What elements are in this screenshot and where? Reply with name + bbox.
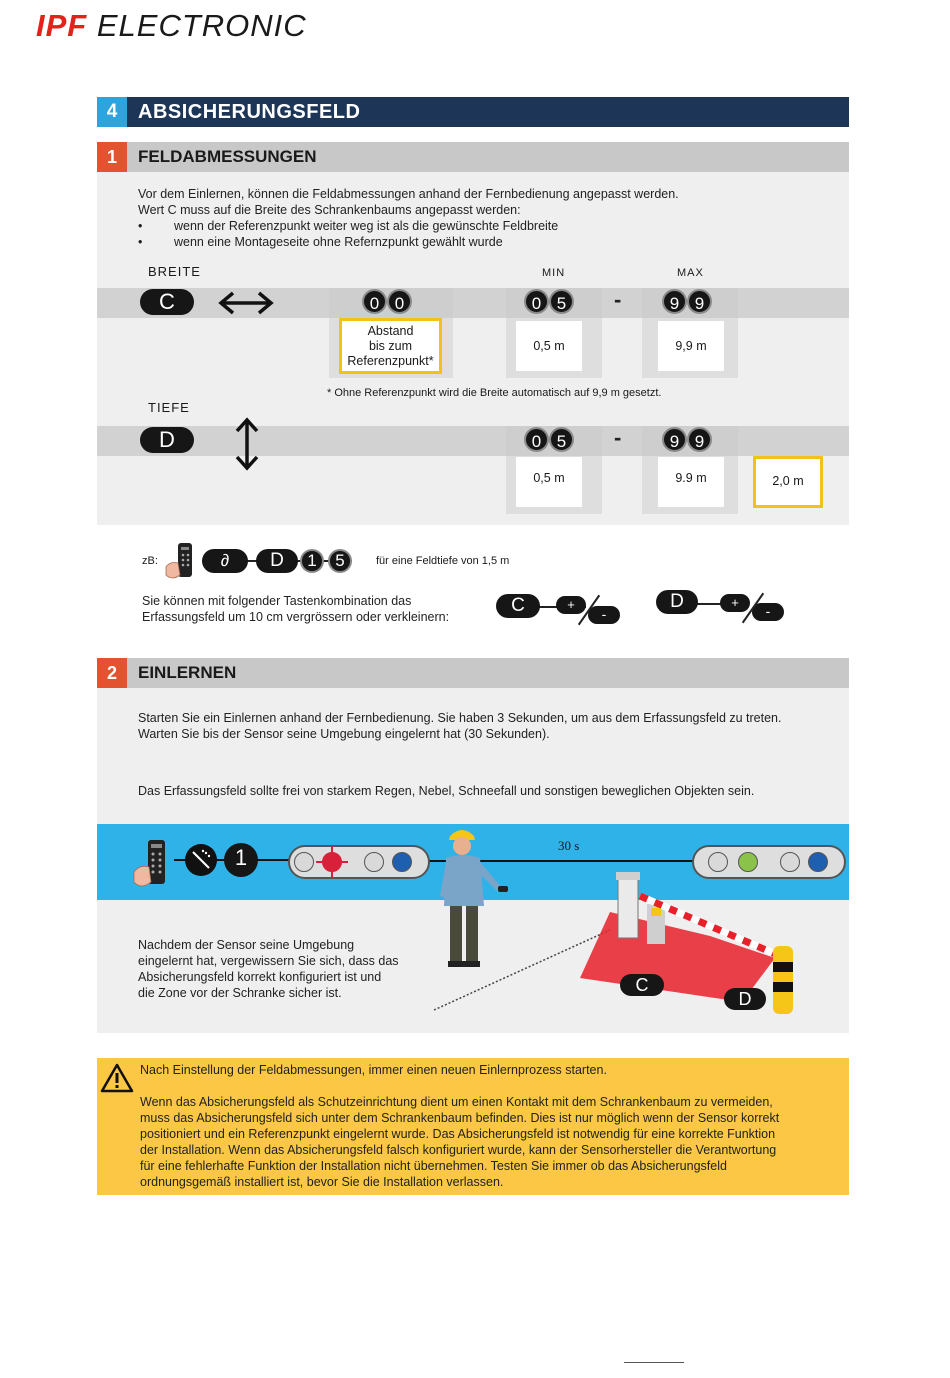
warning-text <box>140 1062 845 1190</box>
after-line: eingelernt hat, vergewissern Sie sich, dass das <box>138 954 399 968</box>
key-minus: - <box>588 606 620 624</box>
double-arrow-horizontal-icon <box>217 290 275 316</box>
key-c: C <box>140 289 194 315</box>
range-dash: - <box>614 425 622 450</box>
tiefe-label: TIEFE <box>148 400 190 415</box>
key-1: 1 <box>224 843 258 877</box>
after-line: Absicherungsfeld korrekt konfiguriert ist und <box>138 970 382 984</box>
max-digits-c <box>662 289 712 314</box>
key-shift: ∂ <box>202 549 248 573</box>
subsection-1-number: 1 <box>97 142 127 172</box>
key-plus: + <box>556 596 586 614</box>
footnote: * Ohne Referenzpunkt wird die Breite automatisch auf 9,9 m gesetzt. <box>327 387 662 399</box>
ref-line: Referenzpunkt* <box>347 354 434 368</box>
digit: 9 <box>687 427 712 452</box>
led-green <box>738 852 758 872</box>
key-plus: + <box>720 594 750 612</box>
default-depth-box: 2,0 m <box>753 456 823 508</box>
intro-line-2: Wert C muss auf die Breite des Schrankenbaums angepasst werden: <box>138 203 521 217</box>
intro-line-1: Vor dem Einlernen, können die Feldabmessungen anhand der Fernbedienung angepasst werden. <box>138 187 679 201</box>
logo-brand: IPF <box>36 8 88 43</box>
max-value-c: 9,9 m <box>658 321 724 371</box>
adjust-line-1: Sie können mit folgender Tastenkombination das <box>142 594 412 608</box>
combo-d <box>656 590 786 624</box>
example-text: für eine Feldtiefe von 1,5 m <box>376 555 510 567</box>
company-logo <box>36 8 307 44</box>
subsection-2-title: EINLERNEN <box>138 663 237 682</box>
double-arrow-vertical-icon <box>233 416 261 472</box>
field-dimensions-panel <box>97 172 849 525</box>
digit: 0 <box>362 289 387 314</box>
range-dash: - <box>614 287 622 312</box>
subsection-1-header <box>97 142 849 172</box>
example-prefix: zB: <box>142 555 158 567</box>
key-c: C <box>496 594 540 618</box>
key-1: 1 <box>300 549 324 573</box>
bullet-dot: • <box>138 235 143 249</box>
warning-triangle-icon <box>100 1063 134 1093</box>
blink-indicator <box>331 846 333 878</box>
key-d: D <box>140 427 194 453</box>
bullet-text: wenn eine Montageseite ohne Refernzpunkt gewählt wurde <box>174 235 503 249</box>
warning-para-line: für eine fehlerhafte Funktion der Installation nicht übernehmen. Testen Sie immer ob das Absicherungsfeld <box>140 1159 727 1173</box>
led-off <box>364 852 384 872</box>
max-label: MAX <box>677 267 704 279</box>
min-digits-d <box>524 427 574 452</box>
c-default-digits <box>362 289 412 314</box>
tiefe-band <box>97 426 849 456</box>
led-off <box>780 852 800 872</box>
breite-band <box>97 288 849 318</box>
digit: 0 <box>524 427 549 452</box>
teach-line-2: Warten Sie bis der Sensor seine Umgebung eingelernt hat (30 Sekunden). <box>138 727 550 741</box>
status-leds-start <box>288 845 430 879</box>
remote-control-icon <box>164 541 198 581</box>
key-d: D <box>656 590 698 614</box>
digit: 0 <box>387 289 412 314</box>
teach-line-1: Starten Sie ein Einlernen anhand der Fernbedienung. Sie haben 3 Sekunden, um aus dem Erfassungsfeld zu treten. <box>138 711 782 725</box>
section-title: ABSICHERUNGSFELD <box>138 101 361 123</box>
teach-button-icon <box>184 843 218 877</box>
digit: 0 <box>524 289 549 314</box>
after-line: die Zone vor der Schranke sicher ist. <box>138 986 342 1000</box>
conditions-text: Das Erfassungsfeld sollte frei von starkem Regen, Nebel, Schneefall und sonstigen beweglichen Objekten sein. <box>138 784 755 798</box>
timer-label: 30 s <box>558 838 580 853</box>
ref-line: Abstand <box>367 324 414 338</box>
bullet-dot: • <box>138 219 143 233</box>
intro-text <box>138 186 838 250</box>
remote-control-icon <box>132 838 172 890</box>
section-header <box>97 97 849 127</box>
warning-para-line: der Installation. Wenn das Absicherungsfeld falsch konfiguriert wurde, kann der Sensorhersteller die Verantwortung <box>140 1143 777 1157</box>
teach-in-text <box>138 710 843 742</box>
field-label-d: D <box>724 988 766 1010</box>
bullet-2 <box>138 234 838 250</box>
key-5: 5 <box>328 549 352 573</box>
led-blue <box>808 852 828 872</box>
adjust-line-2: Erfassungsfeld um 10 cm vergrössern oder verkleinern: <box>142 610 450 624</box>
min-digits-c <box>524 289 574 314</box>
min-value-c: 0,5 m <box>516 321 582 371</box>
after-line: Nachdem der Sensor seine Umgebung <box>138 938 355 952</box>
subsection-2-header <box>97 658 849 688</box>
subsection-2-number: 2 <box>97 658 127 688</box>
led-off <box>294 852 314 872</box>
ref-line: bis zum <box>368 339 413 353</box>
digit: 5 <box>549 427 574 452</box>
footer-rule <box>624 1362 684 1363</box>
subsection-1-title: FELDABMESSUNGEN <box>138 147 317 166</box>
reference-distance-box <box>339 318 442 374</box>
digit: 9 <box>662 289 687 314</box>
breite-label: BREITE <box>148 264 201 279</box>
combo-c <box>496 592 626 626</box>
logo-rest: ELECTRONIC <box>96 8 307 43</box>
section-number: 4 <box>97 97 127 127</box>
max-digits-d <box>662 427 712 452</box>
warning-para-line: ordnungsgemäß installiert ist, bevor Sie die Installation verlassen. <box>140 1175 504 1189</box>
bullet-text: wenn der Referenzpunkt weiter weg ist als die gewünschte Feldbreite <box>174 219 559 233</box>
warning-para-line: Wenn das Absicherungsfeld als Schutzeinrichtung dient um einen Kontakt mit dem Schrankenbaum zu vermeiden, <box>140 1095 773 1109</box>
after-teach-text <box>138 937 438 1001</box>
key-minus: - <box>752 603 784 621</box>
adjust-text <box>142 593 449 625</box>
min-label: MIN <box>542 267 566 279</box>
key-d: D <box>256 549 298 573</box>
field-label-c: C <box>620 974 664 996</box>
bullet-1 <box>138 218 838 234</box>
warning-para-line: muss das Absicherungsfeld sich unter dem Schrankenbaum befinden. Dies ist nur möglich wenn der Sensor korrekt <box>140 1111 780 1125</box>
digit: 5 <box>549 289 574 314</box>
digit: 9 <box>687 289 712 314</box>
digit: 9 <box>662 427 687 452</box>
max-value-d: 9.9 m <box>658 457 724 507</box>
warning-para-line: positioniert und ein Referenzpunkt eingelernt wurde. Das Absicherungsfeld ist notwendig für eine korrekte Funktion <box>140 1127 776 1141</box>
led-blue <box>392 852 412 872</box>
led-off <box>708 852 728 872</box>
example-key-sequence <box>202 549 352 573</box>
warning-box <box>97 1058 849 1195</box>
min-value-d: 0,5 m <box>516 457 582 507</box>
warning-line-1: Nach Einstellung der Feldabmessungen, immer einen neuen Einlernprozess starten. <box>140 1063 607 1077</box>
